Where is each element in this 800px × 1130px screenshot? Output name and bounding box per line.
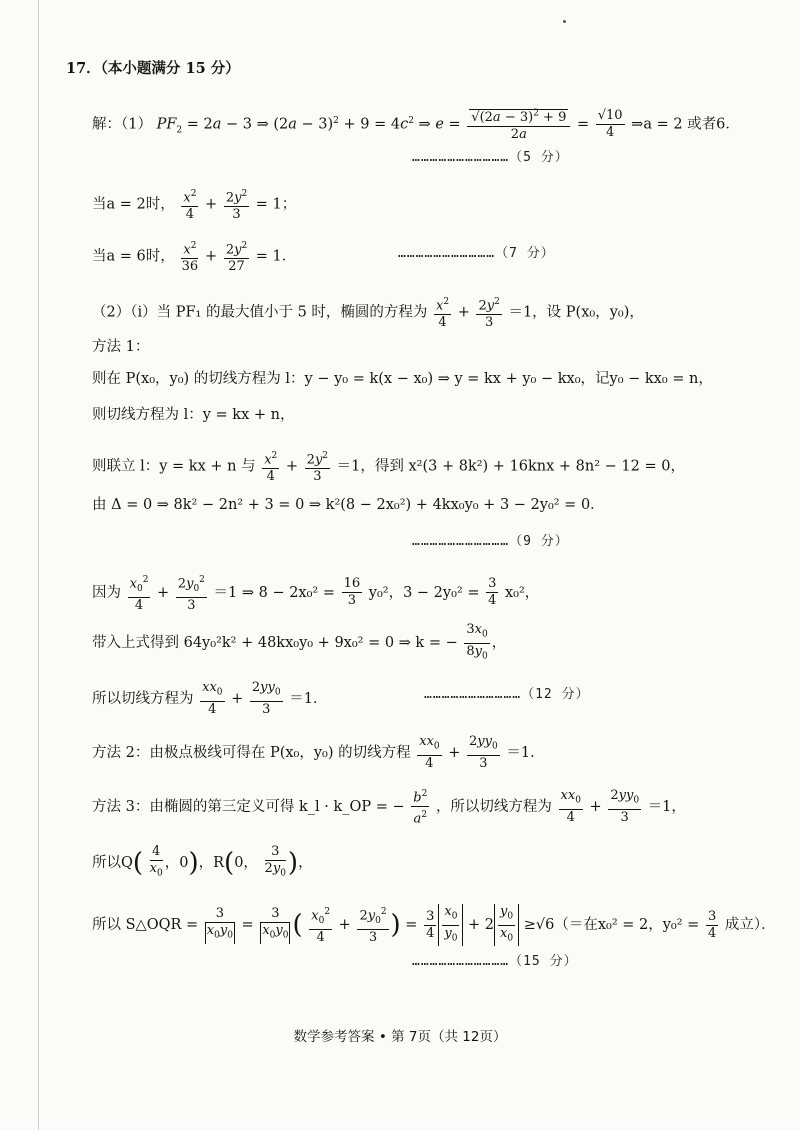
method1-line5d: x₀²， — [504, 584, 540, 601]
method1-line7b: ＝1． — [289, 690, 328, 707]
page-footer: 数学参考答案 • 第 7页（共 12页） — [293, 1029, 507, 1045]
method1-line5: 因为 $\frac{x_0^2}{4}$ + $\frac{2y_0^2}{3}$ ＝1 ⇒ 8 − 2x₀² = $\frac{16}{3}$ y₀²，3 − 2y₀² = $\frac{3}{4}$ x₀²， — [92, 572, 539, 614]
method1-line5b: ＝1 ⇒ 8 − 2x₀² = — [213, 584, 335, 601]
method2-line: 方法 2：由极点极线可得在 P(x₀，y₀) 的切线方程 $\frac{xx_0}{4}$ + $\frac{2yy_0}{3}$ ＝1． — [92, 734, 545, 771]
method3b: ，所以切线方程为 — [435, 798, 552, 815]
scan-speck — [563, 20, 566, 23]
score-5: ……………………………（5 分） — [412, 150, 569, 165]
point-r-label: ，R — [198, 854, 225, 871]
method1-line7: 所以切线方程为 $\frac{xx_0}{4}$ + $\frac{2yy_0}{3}$ ＝1． — [92, 680, 328, 717]
score-15: ……………………………（15 分） — [412, 954, 578, 969]
points-tail: ， — [298, 854, 313, 871]
case-a6-label: 当a = 6时， — [92, 248, 175, 265]
area-line: 所以 S△OQR = $\frac{3}{x_0y_0}$ = $\frac{3}{x_0y_0}$ ( $\frac{x_0^2}{4}$ + $\frac{2y_0^2}{3}$ ) = $\frac{3}{4}$ $\frac{x_0}{y_0}$ + 2 $\frac{y_0}{x_0}$ ≥√6（＝在x₀² = 2，y₀² = $\frac{3}{4}$ 成立）． — [92, 904, 776, 946]
method1-line5c: y₀²，3 − 2y₀² = — [368, 584, 480, 601]
part2-line: （2）（i）当 PF₁ 的最大值小于 5 时，椭圆的方程为 $\frac{x^2}{4}$ + $\frac{2y^2}{3}$ ＝1，设 P(x₀，y₀)， — [92, 294, 644, 331]
method3-line: 方法 3：由椭圆的第三定义可得 k_l · k_OP = − $\frac{b^2}{a^2}$ ，所以切线方程为 $\frac{xx_0}{4}$ + $\frac{2yy_0}{3}$ ＝1， — [92, 786, 686, 828]
points-qr: 所以Q( $\frac{4}{x_0}$ ，0)，R(0， $\frac{3}{2y_0}$ )， — [92, 844, 313, 879]
part1-label: 解：（1） — [92, 116, 152, 133]
part1-line: 解：（1） $PF_2 = 2a - 3$ ⇒ $(2a - 3)^2 + 9 = 4c^2$ ⇒ e = $\frac{√(2a - 3)^2 + 9}{2a}$ = $\frac{√10}{4}$ ⇒a = 2 或者6． — [92, 106, 740, 143]
case-a6: 当a = 6时， $\frac{x^2}{36}$ + $\frac{2y^2}{27}$ = 1． — [92, 238, 296, 275]
method3a: 方法 3：由椭圆的第三定义可得 k_l · k_OP = − — [92, 798, 405, 815]
area-b: ≥√6（＝在x₀² = 2，y₀² = — [523, 917, 700, 934]
case-a2: 当a = 2时， $\frac{x^2}{4}$ + $\frac{2y^2}{3}$ = 1； — [92, 186, 296, 223]
problem-header: 17．（本小题满分 15 分） — [66, 60, 240, 77]
method1-line7a: 所以切线方程为 — [92, 690, 194, 707]
method2a: 方法 2：由极点极线可得在 P(x₀，y₀) 的切线方程 — [92, 744, 411, 761]
method1-line5a: 因为 — [92, 584, 121, 601]
score-7: ……………………………（7 分） — [398, 246, 555, 261]
part1-result: ⇒a = 2 或者6． — [631, 116, 740, 133]
area-label: 所以 S△OQR = — [92, 917, 199, 934]
part2-tail: ＝1，设 P(x₀，y₀)， — [508, 304, 644, 321]
method1-line2: 则切线方程为 l：y = kx + n， — [92, 407, 295, 423]
method3c: ＝1， — [647, 798, 686, 815]
method1-title: 方法 1： — [92, 339, 150, 355]
page-edge — [38, 0, 39, 1130]
score-12: ……………………………（12 分） — [424, 687, 590, 702]
score-9: ……………………………（9 分） — [412, 534, 569, 549]
method1-line3a: 则联立 l：y = kx + n 与 — [92, 458, 256, 475]
method1-line6: 带入上式得到 64y₀²k² + 48kx₀y₀ + 9x₀² = 0 ⇒ k = − $\frac{3x_0}{8y_0}$ ， — [92, 622, 507, 662]
area-c: 成立）． — [724, 917, 776, 934]
method1-line3b: ＝1，得到 x²(3 + 8k²) + 16knx + 8n² − 12 = 0， — [336, 458, 685, 475]
method1-line6a: 带入上式得到 64y₀²k² + 48kx₀y₀ + 9x₀² = 0 ⇒ k = − — [92, 635, 458, 652]
method1-line4: 由 Δ = 0 ⇒ 8k² − 2n² + 3 = 0 ⇒ k²(8 − 2x₀²) + 4kx₀y₀ + 3 − 2y₀² = 0． — [92, 497, 605, 513]
method1-line3: 则联立 l：y = kx + n 与 $\frac{x^2}{4}$ + $\frac{2y^2}{3}$ ＝1，得到 x²(3 + 8k²) + 16knx + 8n² − 12 = 0， — [92, 448, 685, 485]
method1-line1: 则在 P(x₀，y₀) 的切线方程为 l：y − y₀ = k(x − x₀) ⇒ y = kx + y₀ − kx₀，记y₀ − kx₀ = n， — [92, 371, 713, 387]
point-q-label: 所以Q — [92, 854, 133, 871]
case-a2-label: 当a = 2时， — [92, 196, 175, 213]
part2-label: （2）（i）当 PF₁ 的最大值小于 5 时，椭圆的方程为 — [92, 304, 428, 321]
method2b: ＝1． — [506, 744, 545, 761]
